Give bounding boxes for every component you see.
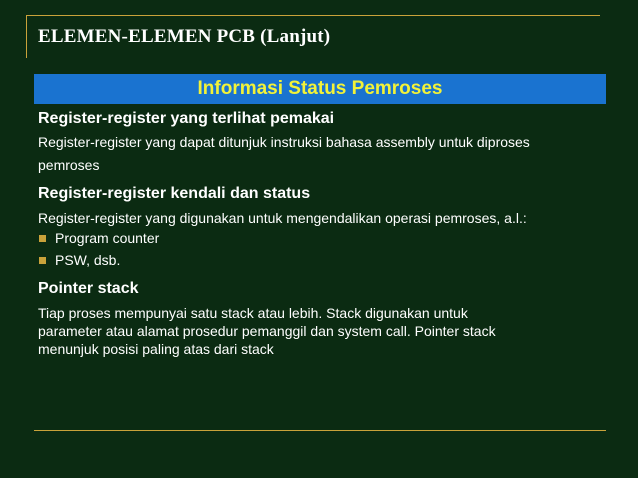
section-banner xyxy=(34,74,606,104)
top-rule xyxy=(26,15,600,16)
slide-content xyxy=(38,108,608,358)
bullet-square-icon xyxy=(39,257,46,264)
section-text-line: Register-register yang digunakan untuk mengendalikan operasi pemroses, a.l.: xyxy=(38,210,527,226)
list-item-label: PSW, dsb. xyxy=(55,252,121,268)
bottom-rule xyxy=(34,430,606,431)
section-text-line: Tiap proses mempunyai satu stack atau lebih. Stack digunakan untuk xyxy=(38,305,468,321)
section-text-line: menunjuk posisi paling atas dari stack xyxy=(38,341,274,357)
banner-title: Informasi Status Pemroses xyxy=(197,78,443,99)
left-rule xyxy=(26,16,27,58)
list-item xyxy=(38,228,608,248)
section-text-line: pemroses xyxy=(38,157,100,173)
section-pointer-stack xyxy=(38,280,608,358)
slide-title: ELEMEN-ELEMEN PCB (Lanjut) xyxy=(38,26,331,47)
section-control-registers xyxy=(38,185,608,270)
list-item xyxy=(38,250,608,270)
section-visible-registers xyxy=(38,110,608,177)
bullet-square-icon xyxy=(39,235,46,242)
list-item-label: Program counter xyxy=(55,230,160,246)
section-text-line: parameter atau alamat prosedur pemanggil dan system call. Pointer stack xyxy=(38,323,496,339)
section-heading: Register-register kendali dan status xyxy=(38,185,311,202)
section-heading: Pointer stack xyxy=(38,280,139,297)
section-text-line: Register-register yang dapat ditunjuk instruksi bahasa assembly untuk diproses xyxy=(38,134,530,150)
section-heading: Register-register yang terlihat pemakai xyxy=(38,110,335,127)
